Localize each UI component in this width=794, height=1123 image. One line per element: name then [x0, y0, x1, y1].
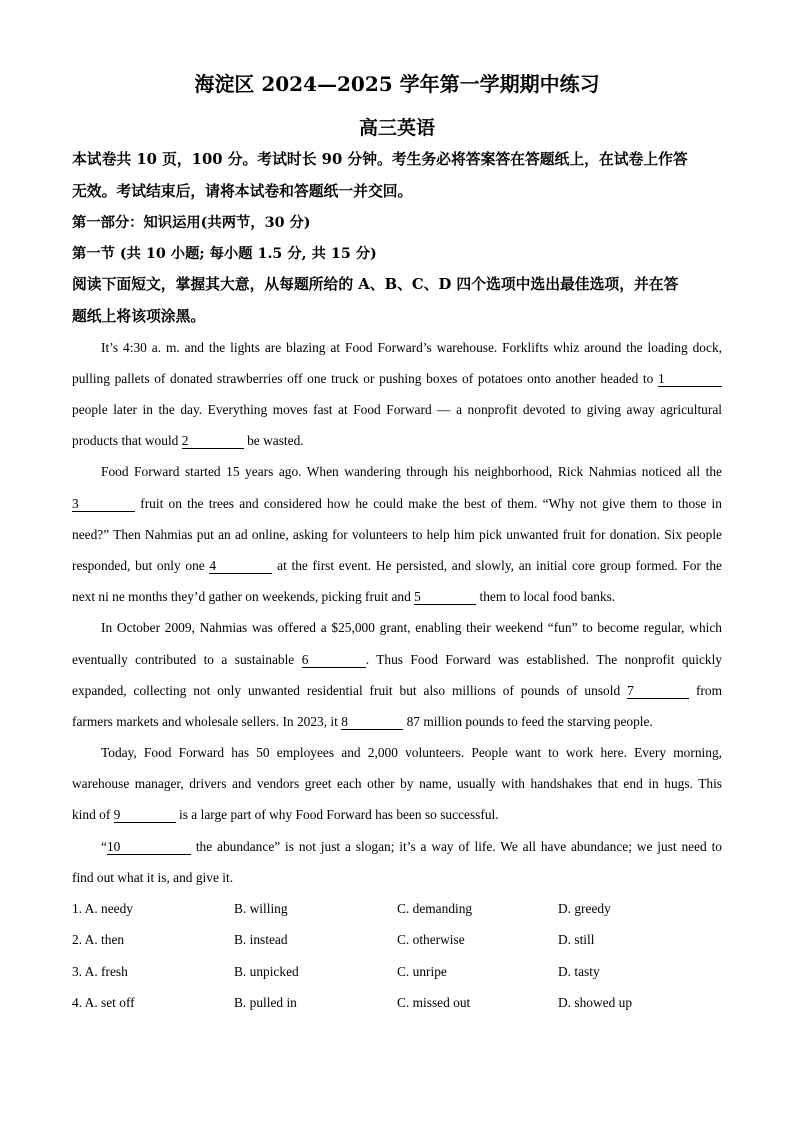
exam-title: 海淀区 2024—2025 学年第一学期期中练习 — [194, 72, 600, 96]
passage-line: responded, but only one 4 at the first event. He persisted, and slowly, an initial core group formed. For the — [72, 558, 722, 573]
blank-7: 7 — [627, 684, 689, 699]
option-c: C. missed out — [397, 995, 471, 1010]
passage-line: It’s 4:30 a. m. and the lights are blazing at Food Forward’s warehouse. Forklifts whiz around the loading dock, — [101, 340, 722, 355]
passage-line: eventually contributed to a sustainable 6 . Thus Food Forward was established. The nonprofit quickly — [72, 652, 722, 667]
option-c: C. unripe — [397, 964, 447, 979]
passage-line: next ni ne months they’d gather on weekends, picking fruit and 5 them to local food banks. — [72, 589, 616, 604]
passage-line: kind of 9 is a large part of why Food Forward has been so successful. — [72, 807, 499, 822]
exam-subtitle: 高三英语 — [358, 117, 435, 139]
option-b: B. willing — [234, 901, 288, 916]
question-row-2 — [72, 931, 722, 949]
blank-8: 8 — [341, 715, 403, 730]
part-heading: 第一部分：知识运用(共两节，30 分) — [72, 215, 311, 231]
passage-line: products that would 2 be wasted. — [72, 433, 304, 448]
passage-line: Today, Food Forward has 50 employees and 2,000 volunteers. People want to work here. Every morning, — [101, 745, 722, 760]
option-a: 2. A. then — [72, 932, 125, 947]
passage-line: warehouse manager, drivers and vendors greet each other by name, usually with handshakes that end in hugs. This — [72, 776, 722, 791]
option-a: 3. A. fresh — [72, 964, 128, 979]
passage-line: expanded, collecting not only unwanted residential fruit but also millions of pounds of unsold 7 from — [72, 683, 722, 698]
blank-10: 10 — [107, 840, 191, 855]
blank-2: 2 — [182, 434, 244, 449]
option-d: D. showed up — [558, 995, 633, 1010]
option-c: C. demanding — [397, 901, 473, 916]
blank-4: 4 — [209, 559, 272, 574]
directions-line-2: 题纸上将该项涂黑。 — [72, 308, 206, 325]
option-d: D. greedy — [558, 901, 611, 916]
option-d: D. tasty — [558, 964, 600, 979]
passage-line: people later in the day. Everything moves fast at Food Forward — a nonprofit devoted to giving away agricultural — [72, 402, 722, 417]
passage-line: 3 fruit on the trees and considered how he could make the best of them. “Why not give them to those in — [72, 496, 722, 511]
passage-line: Food Forward started 15 years ago. When wandering through his neighborhood, Rick Nahmias noticed all the — [101, 464, 722, 479]
passage-line: need?” Then Nahmias put an ad online, asking for volunteers to help him pick unwanted fruit for donation. Six people — [72, 527, 722, 542]
section-heading: 第一节 (共 10 小题; 每小题 1.5 分, 共 15 分) — [72, 246, 377, 262]
option-b: B. instead — [234, 932, 288, 947]
option-d: D. still — [558, 932, 595, 947]
option-a: 4. A. set off — [72, 995, 135, 1010]
passage-line: pulling pallets of donated strawberries off one truck or pushing boxes of potatoes onto another headed to 1 — [72, 370, 722, 388]
instruction-line-1: 本试卷共 10 页，100 分。考试时长 90 分钟。考生务必将答案答在答题纸上，在试卷上作答 — [72, 151, 688, 168]
blank-1: 1 — [658, 372, 722, 387]
question-row-4 — [72, 994, 722, 1012]
blank-9: 9 — [114, 808, 176, 823]
option-a: 1. A. needy — [72, 901, 133, 916]
passage-line: find out what it is, and give it. — [72, 870, 234, 885]
instruction-line-2: 无效。考试结束后，请将本试卷和答题纸一并交回。 — [72, 183, 413, 200]
blank-3: 3 — [72, 497, 135, 512]
blank-5: 5 — [414, 590, 476, 605]
option-c: C. otherwise — [397, 932, 465, 947]
question-row-3 — [72, 963, 722, 981]
passage-line: In October 2009, Nahmias was offered a $25,000 grant, enabling their weekend “fun” to become regular, which — [101, 620, 722, 635]
passage-line: “10 the abundance” is not just a slogan; it’s a way of life. We all have abundance; we just need to — [101, 839, 722, 854]
directions-line-1: 阅读下面短文，掌握其大意，从每题所给的 A、B、C、D 四个选项中选出最佳选项，并在答 — [72, 276, 679, 293]
blank-6: 6 — [302, 653, 366, 668]
question-row-1 — [72, 900, 722, 918]
option-b: B. pulled in — [234, 995, 297, 1010]
passage-line: farmers markets and wholesale sellers. In 2023, it 8 87 million pounds to feed the starving people. — [72, 714, 653, 729]
option-b: B. unpicked — [234, 964, 299, 979]
